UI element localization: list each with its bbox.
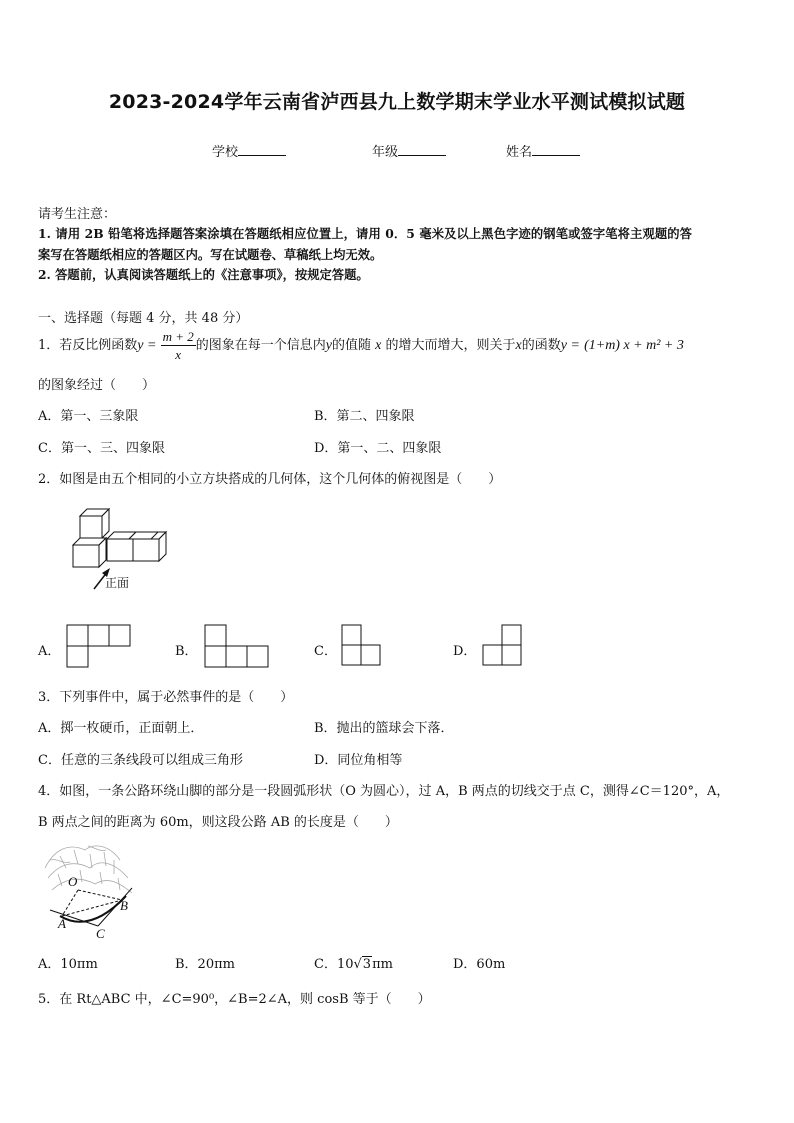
q4-label-o: O [68, 874, 78, 889]
q1-part4: 的增大而增大，则关于 [385, 338, 516, 353]
notice-heading: 请考生注意： [38, 207, 117, 222]
name-field [506, 141, 580, 160]
q1-part5: 的函数 [521, 338, 561, 353]
notice-item1-line1: 1. 请用 2B 铅笔将选择题答案涂填在答题纸相应位置上，请用 0．5 毫米及以上黑色字迹的钢笔或签字笔将主观题的答 [38, 226, 693, 241]
q1-stem [38, 328, 684, 364]
q2-option-a-label[interactable]: A． [38, 644, 61, 659]
q2-stem: 2．如图是由五个相同的小立方块搭成的几何体，这个几何体的俯视图是（ ） [38, 472, 502, 487]
notice-item2: 2. 答题前，认真阅读答题纸上的《注意事项》，按规定答题。 [38, 267, 369, 282]
name-label: 姓名 [506, 145, 533, 160]
q4-option-d[interactable]: D．60m [453, 957, 506, 972]
q4-option-c-suffix: πm [372, 957, 393, 972]
q3-stem: 3．下列事件中，属于必然事件的是（ ） [38, 690, 294, 705]
grade-label: 年级 [372, 145, 399, 160]
q1-option-d[interactable]: D．第一、二、四象限 [314, 441, 442, 456]
q2-front-label: 正面 [105, 576, 130, 590]
q5-stem: 5．在 Rt△ABC 中，∠C=90⁰，∠B=2∠A，则 cosB 等于（ ） [38, 992, 431, 1007]
q1-line2: 的图象经过（ ） [38, 378, 156, 393]
q4-option-c[interactable] [314, 953, 393, 972]
school-field [212, 141, 286, 160]
q1-part1: 1．若反比例函数 [38, 338, 138, 353]
q1-formula-lhs: y = [560, 338, 580, 353]
q2-option-d-label[interactable]: D． [453, 644, 477, 659]
q1-var-x2: x [515, 338, 522, 353]
q1-frac-den: x [175, 347, 182, 362]
section1-heading: 一、选择题（每题 4 分，共 48 分） [38, 311, 249, 326]
school-blank [238, 143, 286, 156]
q2-option-c-figure[interactable] [341, 624, 385, 668]
q2-option-d-figure[interactable] [482, 624, 526, 668]
q2-option-a-figure[interactable] [66, 624, 130, 668]
q4-label-b: B [120, 898, 128, 913]
cube-bottom-middle [107, 539, 133, 561]
q4-arc-figure [40, 838, 150, 941]
name-blank [532, 143, 580, 156]
q1-frac-num: m + 2 [162, 329, 194, 344]
q3-option-c[interactable]: C．任意的三条线段可以组成三角形 [38, 753, 243, 768]
q4-option-c-root: 3 [362, 957, 372, 972]
q1-var-y: y [325, 338, 332, 353]
q2-option-b-figure[interactable] [204, 624, 268, 668]
sqrt-icon: √ [353, 957, 362, 972]
q4-option-a[interactable]: A．10πm [38, 957, 98, 972]
q1-part3: 的值随 [332, 338, 372, 353]
q4-option-c-prefix: C．10 [314, 957, 354, 972]
q3-option-a[interactable]: A．掷一枚硬币，正面朝上． [38, 721, 204, 736]
notice-item1-line2: 案写在答题纸相应的答题区内。写在试题卷、草稿纸上均无效。 [38, 247, 383, 262]
school-label: 学校 [212, 145, 239, 160]
q3-option-b[interactable]: B．抛出的篮球会下落． [314, 721, 454, 736]
grade-blank [398, 143, 446, 156]
q4-stem-line2: B 两点之间的距离为 60m，则这段公路 AB 的长度是（ ） [38, 815, 398, 830]
q1-option-b[interactable]: B．第二、四象限 [314, 409, 415, 424]
q1-var-x: x [375, 338, 382, 353]
q1-option-c[interactable]: C．第一、三、四象限 [38, 441, 165, 456]
q2-option-c-label[interactable]: C． [314, 644, 337, 659]
q1-lhs: y = [137, 338, 157, 353]
q1-fraction [161, 330, 196, 361]
cube-bottom-right [133, 539, 159, 561]
cube-bottom-left [73, 545, 99, 567]
q4-label-c: C [96, 926, 105, 941]
q1-option-a[interactable]: A．第一、三象限 [38, 409, 139, 424]
q1-formula-rhs: (1+m) x + m² + 3 [584, 338, 684, 353]
mountain-sketch-icon [45, 846, 132, 893]
grade-field [372, 141, 446, 160]
q4-option-b[interactable]: B．20πm [175, 957, 235, 972]
q2-option-b-label[interactable]: B． [175, 644, 198, 659]
page-title: 2023-2024学年云南省泸西县九上数学期末学业水平测试模拟试题 [108, 91, 686, 113]
q2-cube-figure [66, 505, 186, 595]
q1-part2: 的图象在每一个信息内 [195, 338, 326, 353]
q4-stem-line1: 4．如图，一条公路环绕山脚的部分是一段圆弧形状（O 为圆心），过 A，B 两点的切线交于点 C，测得∠C＝120°，A， [38, 784, 730, 799]
cube-top-front [80, 516, 102, 538]
q3-option-d[interactable]: D．同位角相等 [314, 753, 403, 768]
q4-label-a: A [58, 916, 66, 931]
